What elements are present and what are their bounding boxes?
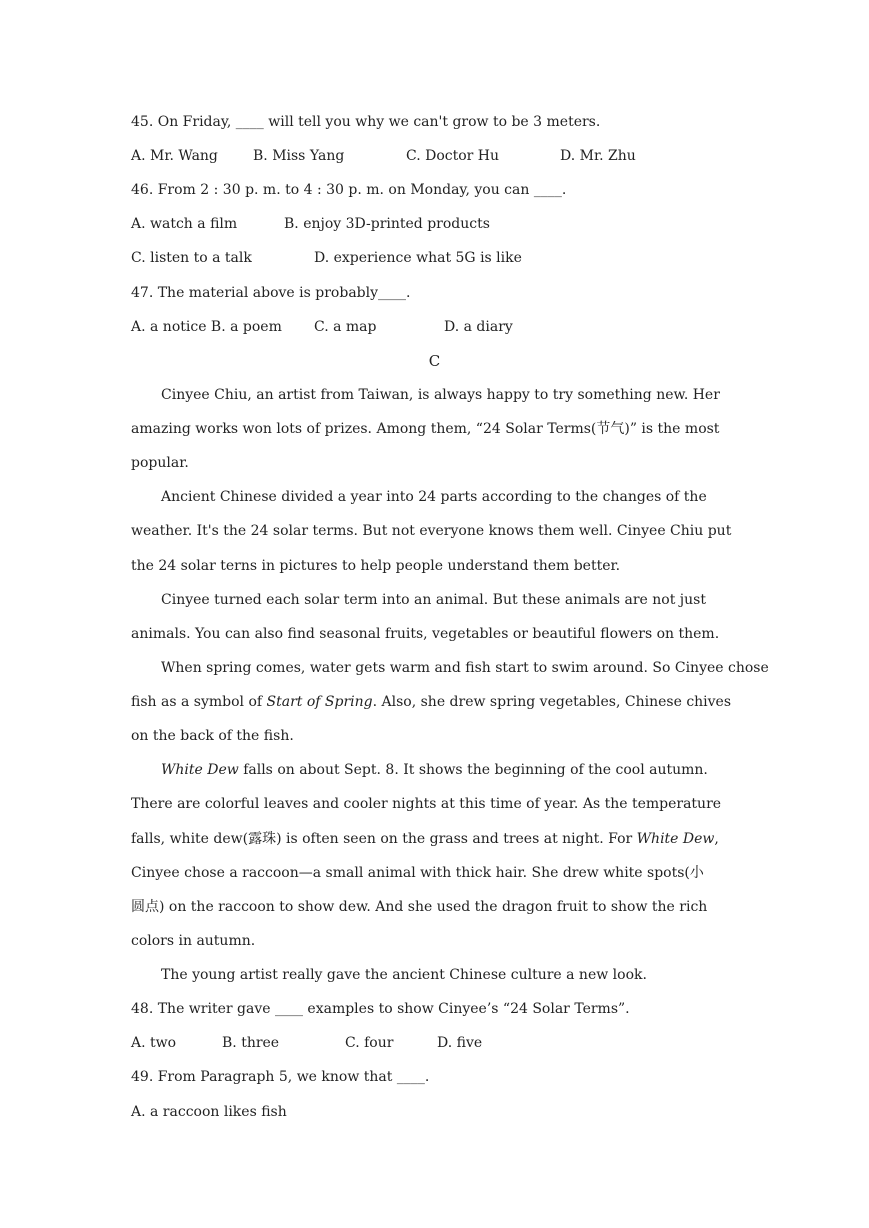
solar-term-name: Start of Spring [266, 694, 373, 710]
question-46-option-a: A. watch a film [131, 216, 238, 232]
solar-term-name: White Dew [161, 762, 239, 778]
passage-p5-line4: Cinyee chose a raccoon—a small animal with thick hair. She drew white spots(小 [131, 865, 704, 881]
text-run: falls, white dew(露珠) is often seen on the grass and trees at night. For [131, 831, 637, 847]
passage-p4-line1: When spring comes, water gets warm and fish start to swim around. So Cinyee chose [161, 660, 769, 676]
passage-p4-line3: on the back of the fish. [131, 728, 294, 744]
question-48-option-c: C. four [345, 1035, 394, 1051]
passage-p5-line1 [161, 760, 708, 780]
question-46-option-c: C. listen to a talk [131, 250, 252, 266]
section-heading: C [428, 352, 441, 370]
question-47-stem: 47. The material above is probably____. [131, 285, 411, 301]
question-45-option-a: A. Mr. Wang [131, 148, 218, 164]
text-run: falls on about Sept. 8. It shows the beginning of the cool autumn. [238, 762, 708, 778]
question-47-option-ab: A. a notice B. a poem [131, 319, 282, 335]
question-46-option-d: D. experience what 5G is like [314, 250, 522, 266]
question-47-option-c: C. a map [314, 319, 377, 335]
passage-p5-line2: There are colorful leaves and cooler nights at this time of year. As the temperature [131, 796, 722, 812]
question-45-stem: 45. On Friday, ____ will tell you why we can't grow to be 3 meters. [131, 114, 601, 130]
question-45-option-b: B. Miss Yang [253, 148, 345, 164]
passage-p3-line2: animals. You can also find seasonal fruits, vegetables or beautiful flowers on them. [131, 626, 720, 642]
text-run: , [714, 831, 719, 847]
question-46-stem: 46. From 2 : 30 p. m. to 4 : 30 p. m. on Monday, you can ____. [131, 182, 567, 198]
passage-p4-line2 [131, 692, 731, 712]
solar-term-name: White Dew [636, 831, 715, 847]
question-48-stem: 48. The writer gave ____ examples to show Cinyee’s “24 Solar Terms”. [131, 1001, 630, 1017]
passage-p1-line3: popular. [131, 455, 189, 471]
question-48-option-b: B. three [222, 1035, 280, 1051]
passage-p2-line2: weather. It's the 24 solar terms. But not everyone knows them well. Cinyee Chiu put [131, 523, 732, 539]
passage-p3-line1: Cinyee turned each solar term into an animal. But these animals are not just [161, 592, 706, 608]
passage-p1-line2: amazing works won lots of prizes. Among them, “24 Solar Terms(节气)” is the most [131, 421, 720, 437]
question-49-option-a: A. a raccoon likes fish [131, 1104, 287, 1120]
passage-p2-line3: the 24 solar terns in pictures to help people understand them better. [131, 558, 621, 574]
passage-p2-line1: Ancient Chinese divided a year into 24 parts according to the changes of the [161, 489, 707, 505]
text-run: . Also, she drew spring vegetables, Chinese chives [372, 694, 732, 710]
question-49-stem: 49. From Paragraph 5, we know that ____. [131, 1069, 430, 1085]
passage-p6-line1: The young artist really gave the ancient Chinese culture a new look. [161, 967, 647, 983]
question-48-option-d: D. five [437, 1035, 483, 1051]
question-47-option-d: D. a diary [444, 319, 513, 335]
passage-p5-line5: 圆点) on the raccoon to show dew. And she used the dragon fruit to show the rich [131, 899, 708, 915]
question-45-option-c: C. Doctor Hu [406, 148, 500, 164]
passage-p5-line3 [131, 829, 719, 849]
question-48-option-a: A. two [131, 1035, 177, 1051]
text-run: fish as a symbol of [131, 694, 267, 710]
passage-p1-line1: Cinyee Chiu, an artist from Taiwan, is always happy to try something new. Her [161, 387, 720, 403]
question-46-option-b: B. enjoy 3D-printed products [284, 216, 490, 232]
passage-p5-line6: colors in autumn. [131, 933, 256, 949]
question-45-option-d: D. Mr. Zhu [560, 148, 636, 164]
